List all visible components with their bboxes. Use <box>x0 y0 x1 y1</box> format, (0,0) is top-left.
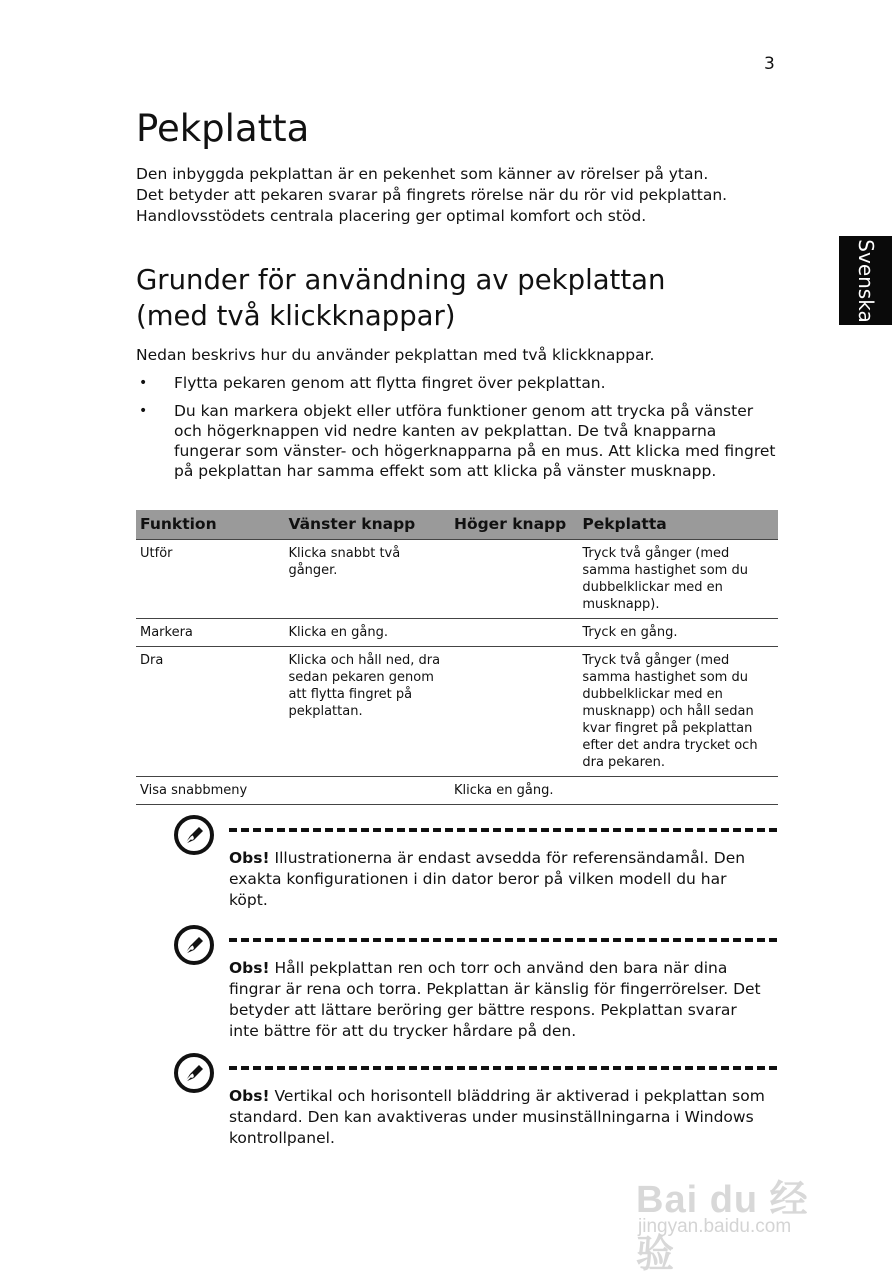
note-text <box>229 958 769 1042</box>
table-cell: Utför <box>136 540 284 619</box>
table-header-row <box>136 510 778 540</box>
table-cell: Visa snabbmeny <box>136 777 284 805</box>
table-row <box>136 619 778 647</box>
note-label: Obs! <box>229 959 270 977</box>
intro-line-1: Den inbyggda pekplattan är en pekenhet som känner av rörelser på ytan. <box>136 165 709 183</box>
note-pen-icon <box>173 924 215 966</box>
bullet-list <box>136 373 784 489</box>
header-hoger-knapp: Höger knapp <box>450 510 578 540</box>
table-cell <box>450 647 578 777</box>
language-tab-label: Svenska <box>853 238 878 323</box>
note-pen-icon <box>173 814 215 856</box>
bullet-item <box>136 373 784 393</box>
table-cell: Tryck två gånger (med samma hastighet som du dubbelklickar med en musknapp) och håll sedan kvar fingret på pekplattan efter det andra trycket och dra pekaren. <box>578 647 778 777</box>
header-funktion: Funktion <box>136 510 284 540</box>
bullet-text: Du kan markera objekt eller utföra funktioner genom att trycka på vänster och högerknappen vid nedre kanten av pekplattan. De två knapparna fungerar som vänster- och högerknapparna på en mus. Att klicka med fingret på pekplattan har samma effekt som att klicka på vänster musknapp. <box>174 402 776 480</box>
bullet-text: Flytta pekaren genom att flytta fingret över pekplattan. <box>174 374 606 392</box>
table-cell: Klicka en gång. <box>450 777 578 805</box>
table-cell: Markera <box>136 619 284 647</box>
section-heading <box>136 262 816 334</box>
note-body: Håll pekplattan ren och torr och använd den bara när dina fingrar är rena och torra. Pekplattan är känslig för fingerrörelser. Det betyder att lättare beröring ger bättre respons. Pekplattan svarar inte bättre för att du trycker hårdare på den. <box>229 959 761 1040</box>
function-table <box>136 510 778 805</box>
note-text <box>229 848 769 911</box>
watermark-logo: Bai du 经验 <box>636 1179 809 1276</box>
note-body: Illustrationerna är endast avsedda för referensändamål. Den exakta konfigurationen i din dator beror på vilken modell du har köpt. <box>229 849 746 909</box>
table-cell: Tryck en gång. <box>578 619 778 647</box>
table-cell: Klicka och håll ned, dra sedan pekaren genom att flytta fingret på pekplattan. <box>284 647 450 777</box>
table-cell: Dra <box>136 647 284 777</box>
header-pekplatta: Pekplatta <box>578 510 778 540</box>
table-cell: Tryck två gånger (med samma hastighet som du dubbelklickar med en musknapp). <box>578 540 778 619</box>
note-divider <box>229 828 777 832</box>
watermark-url: jingyan.baidu.com <box>638 1216 792 1237</box>
bullet-glyph: • <box>139 403 148 419</box>
table-row <box>136 777 778 805</box>
table-row <box>136 540 778 619</box>
section-heading-line-1: Grunder för användning av pekplattan <box>136 264 666 296</box>
table-cell <box>578 777 778 805</box>
note-label: Obs! <box>229 1087 270 1105</box>
table-cell <box>284 777 450 805</box>
page-title: Pekplatta <box>136 107 310 150</box>
language-tab <box>839 236 892 325</box>
section-heading-line-2: (med två klickknappar) <box>136 300 456 332</box>
header-vanster-knapp: Vänster knapp <box>284 510 450 540</box>
watermark <box>636 1150 846 1276</box>
note-pen-icon <box>173 1052 215 1094</box>
lead-paragraph: Nedan beskrivs hur du använder pekplattan med två klickknappar. <box>136 346 655 364</box>
note-divider <box>229 938 777 942</box>
table-cell: Klicka snabbt två gånger. <box>284 540 450 619</box>
table-cell <box>450 540 578 619</box>
intro-paragraph <box>136 164 796 227</box>
intro-line-3: Handlovsstödets centrala placering ger optimal komfort och stöd. <box>136 207 647 225</box>
table-cell: Klicka en gång. <box>284 619 450 647</box>
bullet-glyph: • <box>139 375 148 391</box>
bullet-item <box>136 401 784 481</box>
page-number: 3 <box>764 54 775 74</box>
table-row <box>136 647 778 777</box>
intro-line-2: Det betyder att pekaren svarar på fingrets rörelse när du rör vid pekplattan. <box>136 186 728 204</box>
note-body: Vertikal och horisontell bläddring är aktiverad i pekplattan som standard. Den kan avaktiveras under musinställningarna i Windows kontrollpanel. <box>229 1087 765 1147</box>
table-cell <box>450 619 578 647</box>
note-divider <box>229 1066 777 1070</box>
note-label: Obs! <box>229 849 270 867</box>
note-text <box>229 1086 769 1149</box>
